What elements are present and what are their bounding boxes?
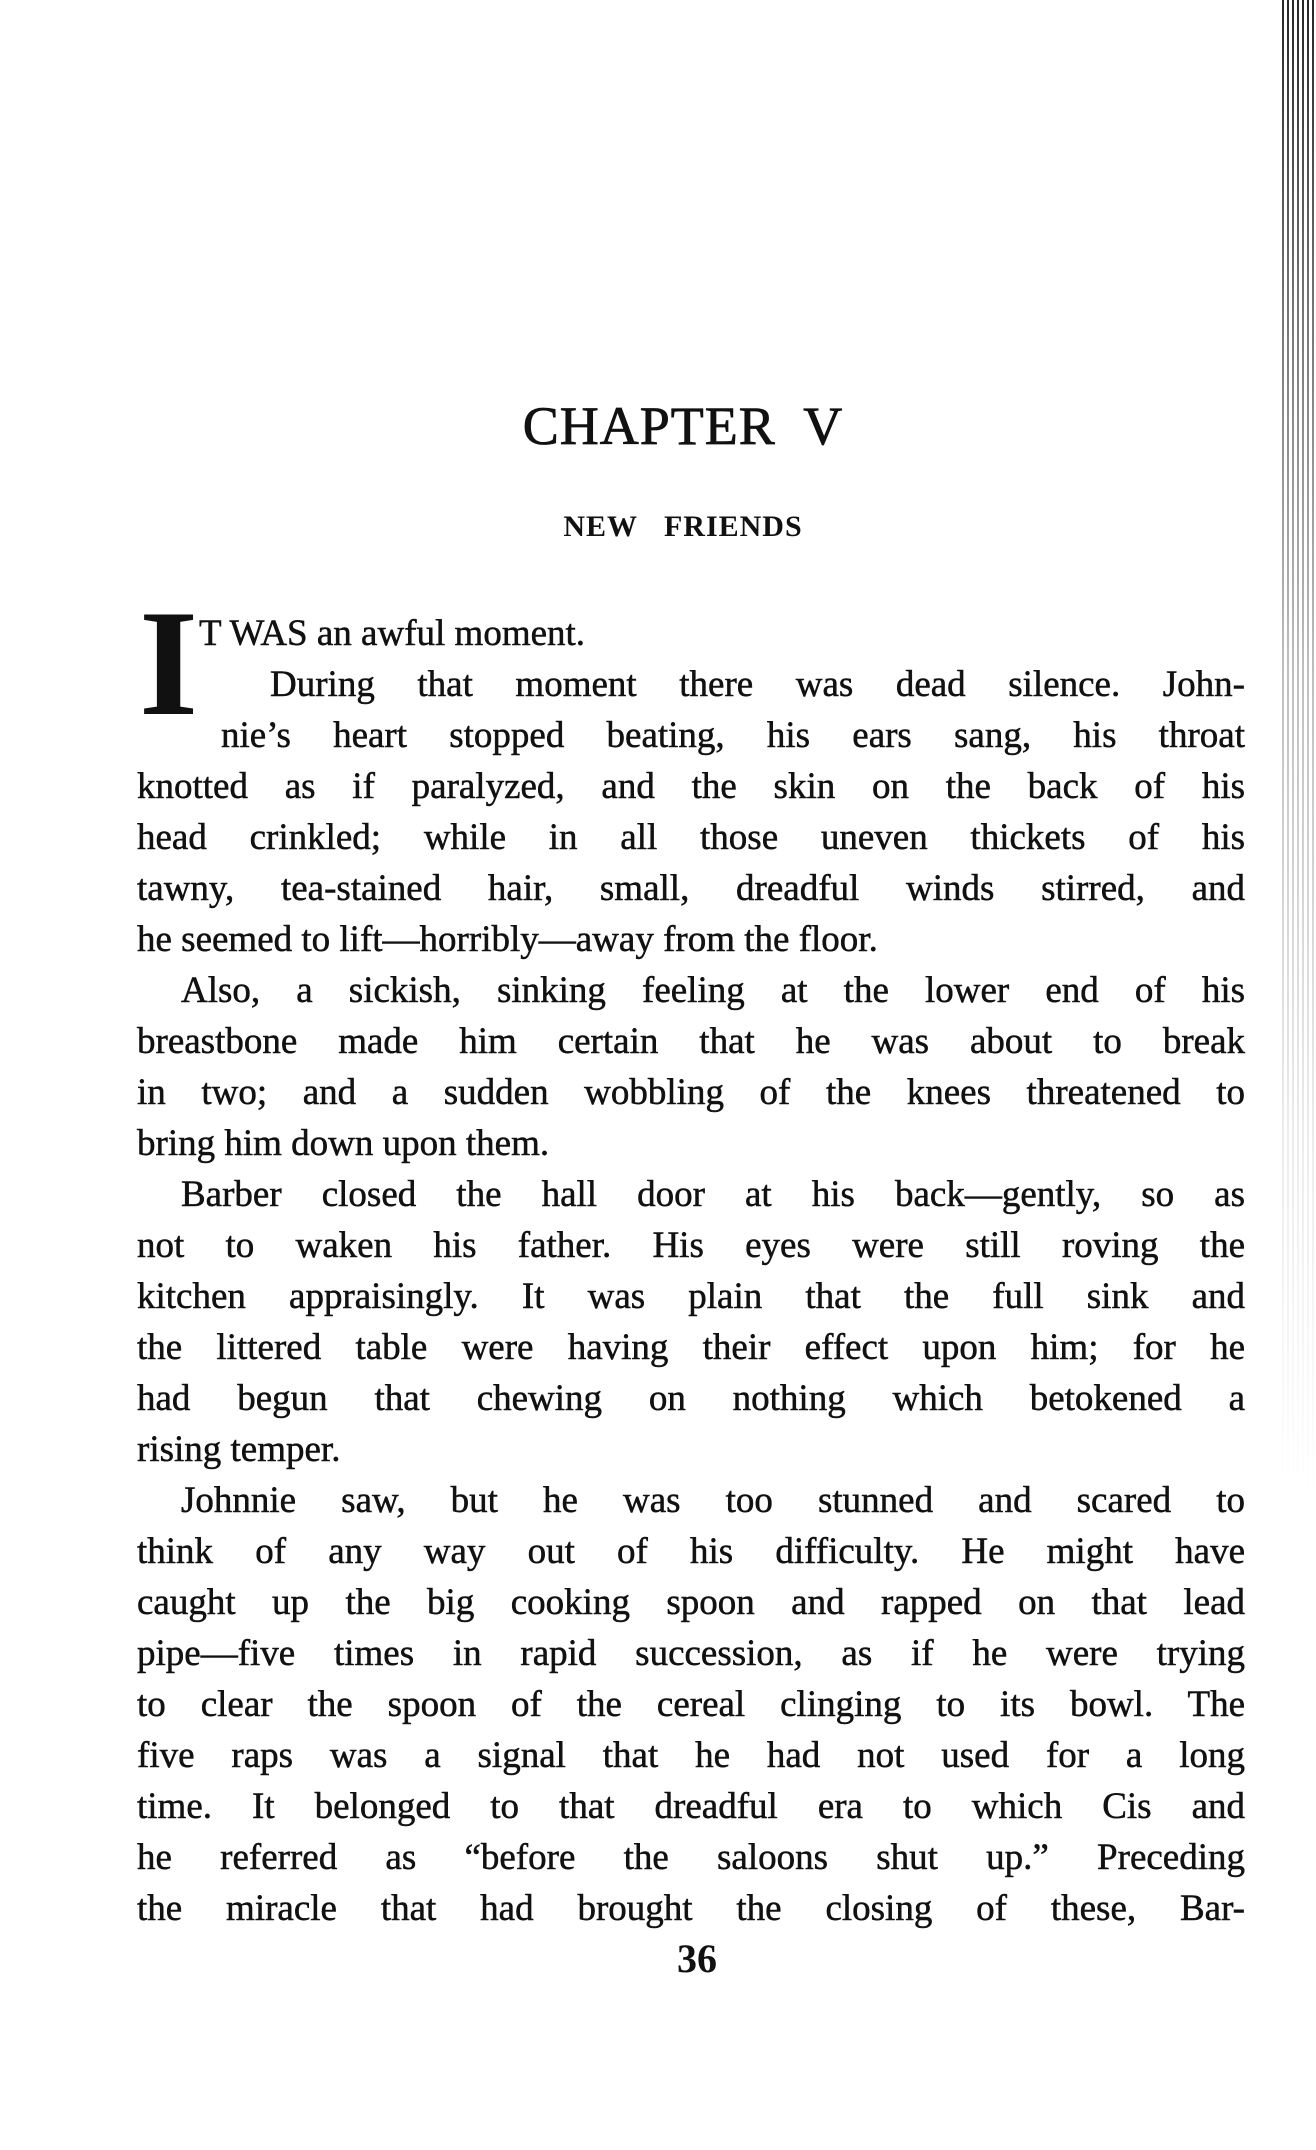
drop-cap: I xyxy=(139,579,199,747)
text-line: Barber closed the hall door at his back—gently, so as xyxy=(181,1174,1245,1215)
text-line: pipe—five times in rapid succession, as if he were trying xyxy=(137,1633,1245,1674)
text-line: had begun that chewing on nothing which betokened a xyxy=(137,1378,1245,1419)
text-line: head crinkled; while in all those uneven thickets of his xyxy=(137,817,1245,858)
text-line: tawny, tea-stained hair, small, dreadful winds stirred, and xyxy=(137,868,1245,909)
text-line: During that moment there was dead silence. John- xyxy=(270,664,1245,705)
text-line: rising temper. xyxy=(137,1429,341,1470)
text-line: breastbone made him certain that he was about to break xyxy=(137,1021,1245,1062)
chapter-heading: CHAPTER V xyxy=(522,396,844,456)
text-line: time. It belonged to that dreadful era to which Cis and xyxy=(137,1786,1245,1827)
text-line: to clear the spoon of the cereal clinging to its bowl. The xyxy=(137,1684,1245,1725)
text-line: caught up the big cooking spoon and rapped on that lead xyxy=(137,1582,1245,1623)
text-line: bring him down upon them. xyxy=(137,1123,550,1164)
text-line: Also, a sickish, sinking feeling at the lower end of his xyxy=(181,970,1245,1011)
text-line: in two; and a sudden wobbling of the knees threatened to xyxy=(137,1072,1245,1113)
text-line: five raps was a signal that he had not used for a long xyxy=(137,1735,1245,1776)
text-line: he referred as “before the saloons shut up.” Preceding xyxy=(137,1837,1245,1878)
page-binding-edge xyxy=(1282,0,1316,1500)
text-line: T WAS an awful moment. xyxy=(199,613,586,654)
text-line: kitchen appraisingly. It was plain that the full sink and xyxy=(137,1276,1245,1317)
text-line: not to waken his father. His eyes were still roving the xyxy=(137,1225,1245,1266)
text-line: he seemed to lift—horribly—away from the floor. xyxy=(137,919,878,960)
page-number: 36 xyxy=(677,1936,717,1981)
text-line: Johnnie saw, but he was too stunned and scared to xyxy=(181,1480,1245,1521)
chapter-title: NEW FRIENDS xyxy=(563,510,803,543)
text-line: the littered table were having their effect upon him; for he xyxy=(137,1327,1245,1368)
text-line: the miracle that had brought the closing of these, Bar- xyxy=(137,1888,1245,1929)
text-line: nie’s heart stopped beating, his ears sang, his throat xyxy=(221,715,1245,756)
text-line: think of any way out of his difficulty. He might have xyxy=(137,1531,1245,1572)
text-line: knotted as if paralyzed, and the skin on the back of his xyxy=(137,766,1245,807)
